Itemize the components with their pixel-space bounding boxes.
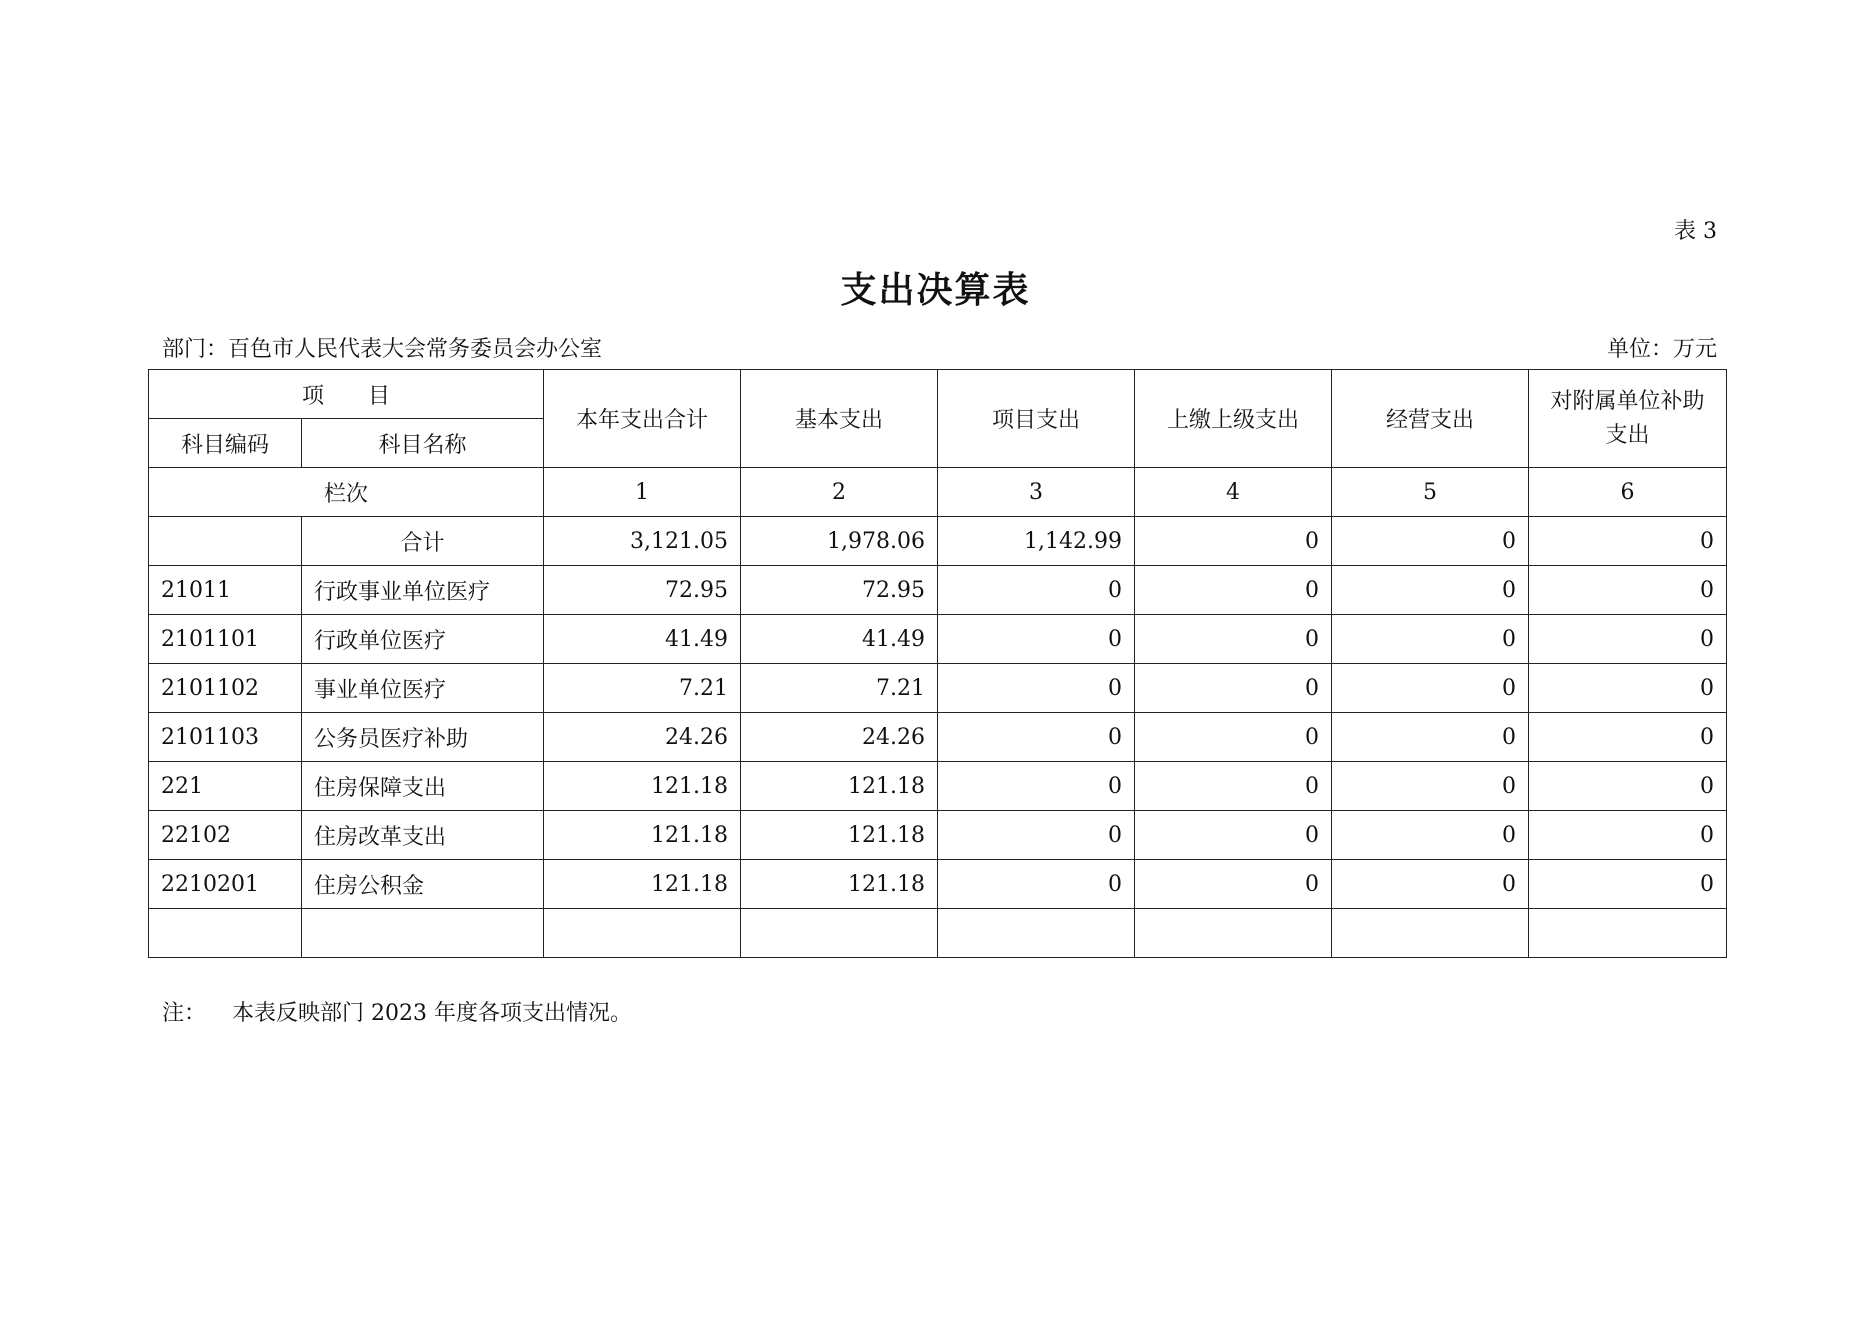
header-code: 科目编码 <box>149 419 302 468</box>
business-value: 0 <box>1332 811 1529 860</box>
header-business: 经营支出 <box>1332 370 1529 468</box>
table-row <box>149 762 1727 811</box>
subject-name: 住房改革支出 <box>302 811 544 860</box>
project-value: 0 <box>938 713 1135 762</box>
subject-code: 2101101 <box>149 615 302 664</box>
business-value: 0 <box>1332 664 1529 713</box>
subject-name: 住房保障支出 <box>302 762 544 811</box>
empty-cell <box>149 909 302 958</box>
footnote <box>162 996 632 1027</box>
business-value: 0 <box>1332 860 1529 909</box>
subject-code: 221 <box>149 762 302 811</box>
business-value: 0 <box>1332 566 1529 615</box>
subject-name: 合计 <box>302 517 544 566</box>
basic-value: 121.18 <box>741 811 938 860</box>
empty-cell <box>302 909 544 958</box>
column-number: 3 <box>938 468 1135 517</box>
table-row <box>149 664 1727 713</box>
column-number-row <box>149 468 1727 517</box>
footnote-text: 本表反映部门 2023 年度各项支出情况。 <box>232 1001 632 1026</box>
total-value: 121.18 <box>544 860 741 909</box>
basic-value: 121.18 <box>741 860 938 909</box>
subject-name: 行政事业单位医疗 <box>302 566 544 615</box>
header-subsidy: 对附属单位补助支出 <box>1529 370 1727 468</box>
column-number: 1 <box>544 468 741 517</box>
header-name: 科目名称 <box>302 419 544 468</box>
column-number: 6 <box>1529 468 1727 517</box>
table-row <box>149 860 1727 909</box>
header-total: 本年支出合计 <box>544 370 741 468</box>
basic-value: 72.95 <box>741 566 938 615</box>
header-upper: 上缴上级支出 <box>1135 370 1332 468</box>
subject-code: 2101103 <box>149 713 302 762</box>
table-row <box>149 566 1727 615</box>
total-value: 41.49 <box>544 615 741 664</box>
column-label: 栏次 <box>149 468 544 517</box>
business-value: 0 <box>1332 762 1529 811</box>
business-value: 0 <box>1332 517 1529 566</box>
subsidy-value: 0 <box>1529 615 1727 664</box>
empty-row <box>149 909 1727 958</box>
header-project: 项目支出 <box>938 370 1135 468</box>
basic-value: 7.21 <box>741 664 938 713</box>
subsidy-value: 0 <box>1529 713 1727 762</box>
business-value: 0 <box>1332 615 1529 664</box>
project-value: 0 <box>938 566 1135 615</box>
subsidy-value: 0 <box>1529 860 1727 909</box>
header-item: 项 目 <box>149 370 544 419</box>
total-value: 3,121.05 <box>544 517 741 566</box>
project-value: 0 <box>938 811 1135 860</box>
project-value: 0 <box>938 664 1135 713</box>
column-number: 2 <box>741 468 938 517</box>
department-label: 部门：百色市人民代表大会常务委员会办公室 <box>162 337 603 362</box>
subject-code <box>149 517 302 566</box>
upper-value: 0 <box>1135 664 1332 713</box>
table-row <box>149 615 1727 664</box>
subject-name: 住房公积金 <box>302 860 544 909</box>
expenditure-table <box>148 369 1727 958</box>
subject-code: 2101102 <box>149 664 302 713</box>
table-row <box>149 713 1727 762</box>
subsidy-value: 0 <box>1529 566 1727 615</box>
header-basic: 基本支出 <box>741 370 938 468</box>
table-row <box>149 811 1727 860</box>
upper-value: 0 <box>1135 713 1332 762</box>
empty-cell <box>741 909 938 958</box>
upper-value: 0 <box>1135 811 1332 860</box>
project-value: 1,142.99 <box>938 517 1135 566</box>
subject-code: 22102 <box>149 811 302 860</box>
upper-value: 0 <box>1135 517 1332 566</box>
unit-label: 单位：万元 <box>1606 337 1717 362</box>
empty-cell <box>938 909 1135 958</box>
basic-value: 24.26 <box>741 713 938 762</box>
subsidy-value: 0 <box>1529 762 1727 811</box>
subsidy-value: 0 <box>1529 664 1727 713</box>
upper-value: 0 <box>1135 566 1332 615</box>
subject-code: 2210201 <box>149 860 302 909</box>
empty-cell <box>1332 909 1529 958</box>
project-value: 0 <box>938 860 1135 909</box>
total-row <box>149 517 1727 566</box>
project-value: 0 <box>938 762 1135 811</box>
business-value: 0 <box>1332 713 1529 762</box>
total-value: 7.21 <box>544 664 741 713</box>
table-number: 表 3 <box>1674 219 1717 244</box>
empty-cell <box>1529 909 1727 958</box>
total-value: 72.95 <box>544 566 741 615</box>
subject-name: 事业单位医疗 <box>302 664 544 713</box>
upper-value: 0 <box>1135 762 1332 811</box>
basic-value: 41.49 <box>741 615 938 664</box>
column-number: 5 <box>1332 468 1529 517</box>
project-value: 0 <box>938 615 1135 664</box>
total-value: 24.26 <box>544 713 741 762</box>
basic-value: 1,978.06 <box>741 517 938 566</box>
column-number: 4 <box>1135 468 1332 517</box>
subsidy-value: 0 <box>1529 811 1727 860</box>
empty-cell <box>1135 909 1332 958</box>
empty-cell <box>544 909 741 958</box>
basic-value: 121.18 <box>741 762 938 811</box>
upper-value: 0 <box>1135 860 1332 909</box>
subject-code: 21011 <box>149 566 302 615</box>
subsidy-value: 0 <box>1529 517 1727 566</box>
total-value: 121.18 <box>544 811 741 860</box>
total-value: 121.18 <box>544 762 741 811</box>
page-title: 支出决算表 <box>840 270 1031 311</box>
footnote-label: 注： <box>162 1001 207 1026</box>
subject-name: 公务员医疗补助 <box>302 713 544 762</box>
upper-value: 0 <box>1135 615 1332 664</box>
header-row-1 <box>149 370 1727 419</box>
subject-name: 行政单位医疗 <box>302 615 544 664</box>
